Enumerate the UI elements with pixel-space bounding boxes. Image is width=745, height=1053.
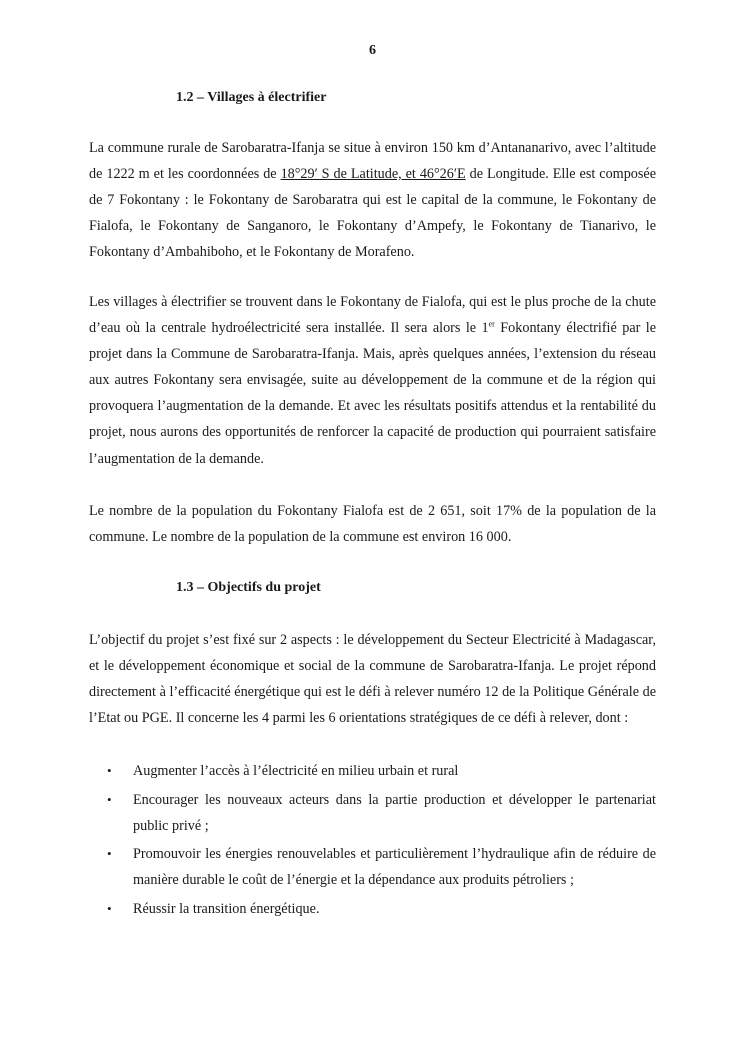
list-item-text: Augmenter l’accès à l’électricité en milieu urbain et rural [133, 763, 459, 779]
section-heading-objectifs: 1.3 – Objectifs du projet [176, 580, 321, 595]
ordinal-superscript: er [488, 319, 495, 329]
list-item-text: Promouvoir les énergies renouvelables et particulièrement l’hydraulique afin de réduire de manière durable le coût de l’énergie et la dépendance aux produits pétroliers ; [133, 846, 656, 889]
paragraph-villages [89, 289, 656, 472]
list-item [89, 758, 656, 784]
bullet-icon: • [107, 900, 112, 916]
paragraph-population: Le nombre de la population du Fokontany Fialofa est de 2 651, soit 17% de la population de la commune. Le nombre de la population de la commune est environ 16 000. [89, 503, 656, 546]
list-item-text: Réussir la transition énergétique. [133, 900, 320, 917]
bullet-icon: • [107, 763, 112, 778]
paragraph-objectifs: L’objectif du projet s’est fixé sur 2 aspects : le développement du Secteur Electricité à Madagascar, et le développement économique et social de la commune de Sarobaratra-Ifanja. Le projet répond directement à l’efficacité énergétique qui est le défi à relever numéro 12 de la Politique Générale de l’Etat ou PGE. Il concerne les 4 parmi les 6 orientations stratégiques de ce défi à relever, dont : [89, 632, 656, 727]
list-item-text: Encourager les nouveaux acteurs dans la partie production et développer le partenariat public privé ; [133, 791, 656, 834]
bullet-icon: • [107, 846, 112, 862]
list-item [89, 841, 656, 893]
list-item [89, 787, 656, 839]
paragraph-text: Les villages à électrifier se trouvent dans le Fokontany de Fialofa, qui est le plus proche de la chute d’eau où la centrale hydroélectricité sera installée. Il sera alors le 1 [89, 294, 656, 337]
list-item [89, 896, 656, 922]
page-number: 6 [369, 43, 376, 58]
bullet-icon: • [107, 791, 112, 807]
coordinates-text: 18°29′ S de Latitude, et 46°26′E [280, 166, 466, 183]
paragraph-text: La commune rurale de Sarobaratra-Ifanja se situe à environ 150 km d’Antananarivo, avec l’altitude de 1222 m et les coordonnées de [89, 140, 656, 183]
paragraph-text: Fokontany électrifié par le projet dans la Commune de Sarobaratra-Ifanja. Mais, après quelques années, l’extension du réseau aux autres Fokontany sera envisagée, suite au développement de la commune et de la région qui provoquera l’augmentation de la demande. Et avec les résultats positifs attendus et la rentabilité du projet, nous aurons des opportunités de renforcer la capacité de production qui pourraient satisfaire l’augmentation de la demande. [89, 320, 657, 467]
paragraph-text: de Longitude. Elle est composée de 7 Fokontany : le Fokontany de Sarobaratra qui est le capital de la commune, le Fokontany de Fialofa, le Fokontany de Sanganoro, le Fokontany d’Ampefy, le Fokontany de Tianarivo, le Fokontany d’Ambahiboho, et le Fokontany de Morafeno. [89, 166, 656, 261]
paragraph-commune-location [89, 135, 656, 265]
orientations-list [89, 758, 656, 925]
section-heading-villages: 1.2 – Villages à électrifier [176, 90, 327, 105]
